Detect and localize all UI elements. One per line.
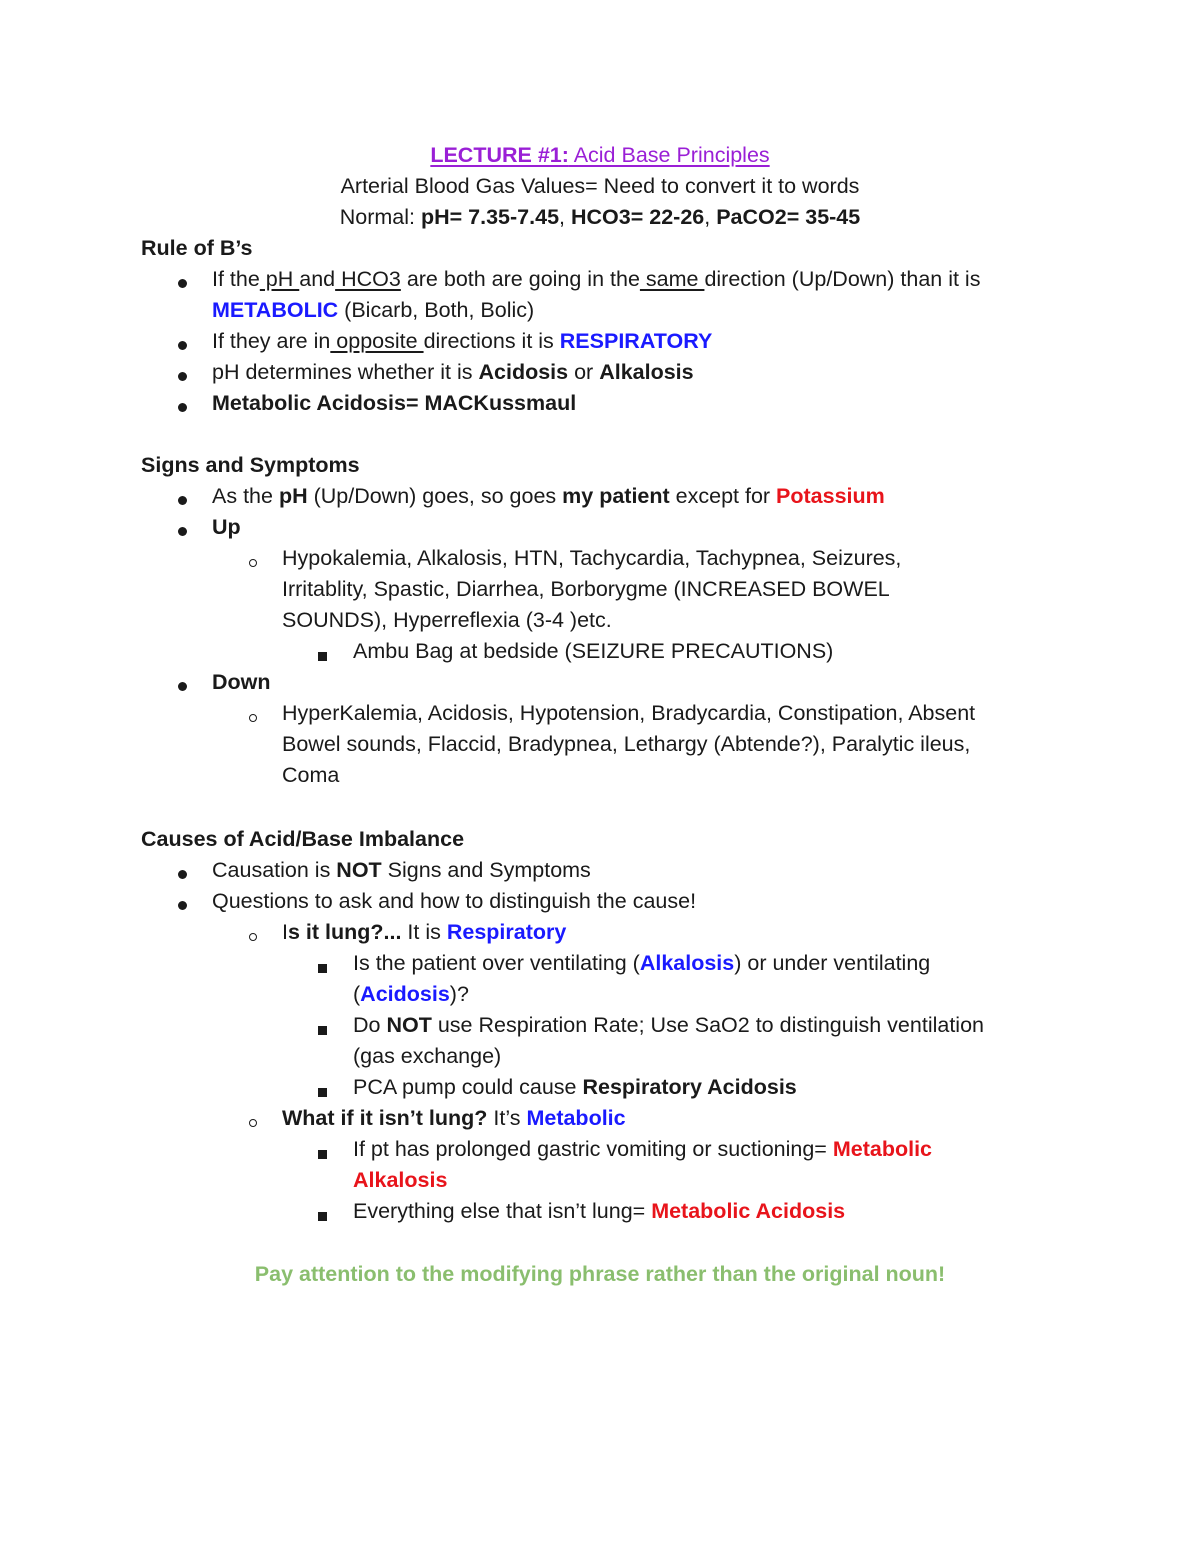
causes-item-1: Causation is NOT Signs and Symptoms <box>212 858 591 882</box>
causes-heading: Causes of Acid/Base Imbalance <box>141 827 465 851</box>
signs-down: Down <box>212 670 271 694</box>
lung-item-1: Is the patient over ventilating (Alkalosis) or under ventilating <box>353 951 931 975</box>
causes-not-lung: What if it isn’t lung? It’s Metabolic <box>282 1106 626 1130</box>
notlung-item-2: Everything else that isn’t lung= Metabolic Acidosis <box>353 1199 846 1223</box>
normal-values: Normal: pH= 7.35-7.45, HCO3= 22-26, PaCO2= 35-45 <box>339 205 861 229</box>
rule-item-1-cont: METABOLIC (Bicarb, Both, Bolic) <box>212 298 535 322</box>
square-bullet-icon <box>318 1212 327 1221</box>
square-bullet-icon <box>318 964 327 973</box>
bullet-icon <box>178 403 187 412</box>
bullet-icon <box>178 341 187 350</box>
signs-up: Up <box>212 515 241 539</box>
rule-item-1: If the pH and HCO3 are both are going in the same direction (Up/Down) than it is <box>212 267 981 291</box>
notlung-item-1: If pt has prolonged gastric vomiting or suctioning= Metabolic <box>353 1137 932 1161</box>
rule-heading: Rule of B’s <box>141 236 253 260</box>
lung-item-2-cont: (gas exchange) <box>353 1044 502 1068</box>
circle-bullet-icon <box>249 933 257 941</box>
signs-up-sub-line3: SOUNDS), Hyperreflexia (3-4 )etc. <box>282 608 612 632</box>
bullet-icon <box>178 901 187 910</box>
notlung-item-1-cont: Alkalosis <box>353 1168 448 1192</box>
abg-intro: Arterial Blood Gas Values= Need to convert it to words <box>340 174 860 198</box>
bullet-icon <box>178 527 187 536</box>
lung-item-1-cont: (Acidosis)? <box>353 982 469 1006</box>
rule-item-3: pH determines whether it is Acidosis or Alkalosis <box>212 360 694 384</box>
lung-item-3: PCA pump could cause Respiratory Acidosis <box>353 1075 797 1099</box>
bullet-icon <box>178 870 187 879</box>
signs-up-sub-line1: Hypokalemia, Alkalosis, HTN, Tachycardia, Tachypnea, Seizures, <box>282 546 902 570</box>
circle-bullet-icon <box>249 714 257 722</box>
circle-bullet-icon <box>249 559 257 567</box>
causes-lung: Is it lung?... It is Respiratory <box>282 920 567 944</box>
signs-heading: Signs and Symptoms <box>141 453 360 477</box>
bullet-icon <box>178 496 187 505</box>
lung-item-2: Do NOT use Respiration Rate; Use SaO2 to distinguish ventilation <box>353 1013 984 1037</box>
signs-up-subsub: Ambu Bag at bedside (SEIZURE PRECAUTIONS) <box>353 639 834 663</box>
bullet-icon <box>178 372 187 381</box>
title-rest: Acid Base Principles <box>568 143 770 167</box>
bullet-icon <box>178 682 187 691</box>
causes-item-2: Questions to ask and how to distinguish the cause! <box>212 889 697 913</box>
square-bullet-icon <box>318 1150 327 1159</box>
square-bullet-icon <box>318 1088 327 1097</box>
signs-down-sub-line3: Coma <box>282 763 340 787</box>
footer-note: Pay attention to the modifying phrase rather than the original noun! <box>254 1262 946 1286</box>
bullet-icon <box>178 279 187 288</box>
signs-up-sub-line2: Irritablity, Spastic, Diarrhea, Borborygme (INCREASED BOWEL <box>282 577 890 601</box>
page-title <box>0 140 1200 171</box>
rule-item-4: Metabolic Acidosis= MACKussmaul <box>212 391 577 415</box>
square-bullet-icon <box>318 1026 327 1035</box>
title-prefix: LECTURE #1: <box>430 143 569 167</box>
square-bullet-icon <box>318 652 327 661</box>
circle-bullet-icon <box>249 1119 257 1127</box>
signs-down-sub-line2: Bowel sounds, Flaccid, Bradypnea, Lethargy (Abtende?), Paralytic ileus, <box>282 732 971 756</box>
signs-item-1: As the pH (Up/Down) goes, so goes my patient except for Potassium <box>212 484 885 508</box>
signs-down-sub-line1: HyperKalemia, Acidosis, Hypotension, Bradycardia, Constipation, Absent <box>282 701 976 725</box>
rule-item-2: If they are in opposite directions it is RESPIRATORY <box>212 329 713 353</box>
